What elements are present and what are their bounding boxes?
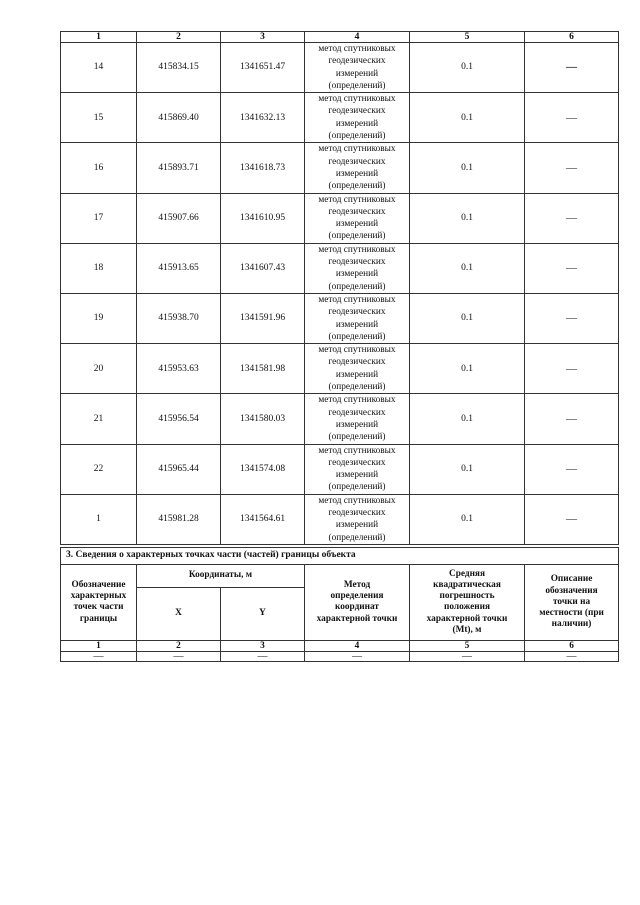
header-line: границы (79, 613, 118, 624)
header-line: погрешность (439, 591, 495, 602)
header-line: характерных (70, 591, 127, 602)
points-table (60, 31, 619, 545)
mean-error-cell: 0.1 (410, 293, 525, 343)
x-coordinate-cell: 415913.65 (137, 243, 221, 293)
method-line: измерений (335, 419, 379, 430)
method-line: измерений (335, 369, 379, 380)
x-coordinate-cell: 415953.63 (137, 344, 221, 394)
description-cell: — (525, 394, 619, 444)
header-line: определения (330, 591, 384, 602)
header-line: обозначения (545, 585, 598, 596)
table-row (61, 494, 619, 544)
description-cell: — (525, 143, 619, 193)
point-number-cell: 16 (61, 143, 137, 193)
table-row (61, 93, 619, 143)
header-line: Метод (343, 579, 371, 590)
point-number-cell: 22 (61, 444, 137, 494)
header-line: Средняя (448, 568, 485, 579)
method-line: (определений) (328, 482, 386, 493)
point-number-cell: 17 (61, 193, 137, 243)
y-coordinate-cell: 1341574.08 (221, 444, 305, 494)
column-number: 1 (61, 640, 137, 651)
column-number: 2 (137, 640, 221, 651)
header-line: наличии) (551, 619, 592, 630)
method-line: геодезических (328, 407, 386, 418)
header-line: квадратическая (433, 579, 501, 590)
method-line: (определений) (328, 231, 386, 242)
header-coordinates: Координаты, м (137, 564, 305, 587)
method-cell (305, 143, 410, 193)
empty-cell: — (221, 651, 305, 661)
method-line: (определений) (328, 532, 386, 543)
method-line: геодезических (328, 307, 386, 318)
table-row (61, 344, 619, 394)
point-number-cell: 14 (61, 43, 137, 93)
method-line: метод спутниковых (318, 294, 396, 305)
method-line: метод спутниковых (318, 244, 396, 255)
section-title-row (61, 547, 619, 564)
table-header-row (61, 32, 619, 43)
method-cell (305, 293, 410, 343)
mean-error-cell: 0.1 (410, 444, 525, 494)
column-number: 3 (221, 640, 305, 651)
point-number-cell: 15 (61, 93, 137, 143)
empty-cell: — (61, 651, 137, 661)
method-line: геодезических (328, 106, 386, 117)
header-method (305, 564, 410, 640)
method-cell (305, 243, 410, 293)
point-number-cell: 1 (61, 494, 137, 544)
empty-cell: — (525, 651, 619, 661)
method-line: геодезических (328, 156, 386, 167)
method-line: метод спутниковых (318, 44, 396, 54)
mean-error-cell: 0.1 (410, 43, 525, 93)
mean-error-cell: 0.1 (410, 193, 525, 243)
y-coordinate-cell: 1341651.47 (221, 43, 305, 93)
table-row (61, 394, 619, 444)
method-line: метод спутниковых (318, 194, 396, 205)
header-line: координат (335, 602, 379, 613)
x-coordinate-cell: 415956.54 (137, 394, 221, 444)
method-line: геодезических (328, 357, 386, 368)
method-cell (305, 444, 410, 494)
method-line: (определений) (328, 382, 386, 393)
description-cell: — (525, 93, 619, 143)
column-number: 5 (410, 640, 525, 651)
header-line: Описание (550, 574, 593, 585)
method-line: измерений (335, 520, 379, 531)
y-coordinate-cell: 1341607.43 (221, 243, 305, 293)
method-line: измерений (335, 68, 379, 79)
column-number: 3 (221, 32, 305, 43)
method-cell (305, 43, 410, 93)
column-number: 5 (410, 32, 525, 43)
empty-cell: — (410, 651, 525, 661)
method-line: метод спутниковых (318, 495, 396, 506)
x-coordinate-cell: 415907.66 (137, 193, 221, 243)
method-line: метод спутниковых (318, 345, 396, 356)
header-x: X (137, 587, 221, 640)
header-line: местности (при (539, 607, 604, 618)
method-line: геодезических (328, 457, 386, 468)
column-number: 6 (525, 640, 619, 651)
method-cell (305, 394, 410, 444)
y-coordinate-cell: 1341591.96 (221, 293, 305, 343)
mean-error-cell: 0.1 (410, 93, 525, 143)
table-row (61, 43, 619, 93)
point-number-cell: 18 (61, 243, 137, 293)
header-mean-error (410, 564, 525, 640)
header-line: положения (443, 602, 490, 613)
section-empty-row (61, 651, 619, 661)
section-number-row (61, 640, 619, 651)
y-coordinate-cell: 1341580.03 (221, 394, 305, 444)
header-line: характерной точки (426, 613, 508, 624)
empty-cell: — (137, 651, 221, 661)
document-page (60, 31, 618, 662)
y-coordinate-cell: 1341632.13 (221, 93, 305, 143)
mean-error-cell: 0.1 (410, 344, 525, 394)
header-description (525, 564, 619, 640)
method-line: геодезических (328, 507, 386, 518)
method-line: (определений) (328, 80, 386, 91)
method-line: измерений (335, 269, 379, 280)
method-cell (305, 93, 410, 143)
table-row (61, 193, 619, 243)
column-number: 2 (137, 32, 221, 43)
section3-table (60, 547, 619, 662)
point-number-cell: 19 (61, 293, 137, 343)
method-line: метод спутниковых (318, 144, 396, 155)
method-line: геодезических (328, 56, 386, 67)
method-line: измерений (335, 168, 379, 179)
header-line: Обозначение (71, 579, 126, 590)
method-line: (определений) (328, 181, 386, 192)
x-coordinate-cell: 415869.40 (137, 93, 221, 143)
method-line: (определений) (328, 432, 386, 443)
column-number: 6 (525, 32, 619, 43)
mean-error-cell: 0.1 (410, 494, 525, 544)
description-cell: — (525, 344, 619, 394)
x-coordinate-cell: 415965.44 (137, 444, 221, 494)
method-line: метод спутниковых (318, 94, 396, 105)
x-coordinate-cell: 415834.15 (137, 43, 221, 93)
y-coordinate-cell: 1341618.73 (221, 143, 305, 193)
method-line: измерений (335, 219, 379, 230)
method-line: геодезических (328, 206, 386, 217)
header-y: Y (221, 587, 305, 640)
column-number: 4 (305, 640, 410, 651)
method-line: измерений (335, 319, 379, 330)
table-row (61, 243, 619, 293)
mean-error-cell: 0.1 (410, 143, 525, 193)
section-header-row (61, 564, 619, 587)
method-cell (305, 193, 410, 243)
description-cell: — (525, 43, 619, 93)
empty-cell: — (305, 651, 410, 661)
column-number: 1 (61, 32, 137, 43)
header-line: характерной точки (316, 613, 398, 624)
header-point-designation (61, 564, 137, 640)
method-line: (определений) (328, 131, 386, 142)
table-row (61, 444, 619, 494)
description-cell: — (525, 293, 619, 343)
method-line: измерений (335, 470, 379, 481)
method-line: (определений) (328, 331, 386, 342)
y-coordinate-cell: 1341564.61 (221, 494, 305, 544)
mean-error-cell: 0.1 (410, 394, 525, 444)
x-coordinate-cell: 415981.28 (137, 494, 221, 544)
method-line: измерений (335, 118, 379, 129)
description-cell: — (525, 193, 619, 243)
description-cell: — (525, 444, 619, 494)
table-row (61, 293, 619, 343)
x-coordinate-cell: 415938.70 (137, 293, 221, 343)
description-cell: — (525, 243, 619, 293)
point-number-cell: 21 (61, 394, 137, 444)
point-number-cell: 20 (61, 344, 137, 394)
method-line: геодезических (328, 257, 386, 268)
section-title: 3. Сведения о характерных точках части (частей) границы объекта (61, 547, 619, 564)
column-number: 4 (305, 32, 410, 43)
method-line: метод спутниковых (318, 445, 396, 456)
header-line: точки на (552, 596, 591, 607)
y-coordinate-cell: 1341610.95 (221, 193, 305, 243)
method-cell (305, 494, 410, 544)
method-line: (определений) (328, 281, 386, 292)
description-cell: — (525, 494, 619, 544)
header-line: точек части (73, 602, 124, 613)
y-coordinate-cell: 1341581.98 (221, 344, 305, 394)
table-row (61, 143, 619, 193)
mean-error-cell: 0.1 (410, 243, 525, 293)
x-coordinate-cell: 415893.71 (137, 143, 221, 193)
header-line: (Mt), м (452, 624, 482, 635)
method-line: метод спутниковых (318, 395, 396, 406)
method-cell (305, 344, 410, 394)
